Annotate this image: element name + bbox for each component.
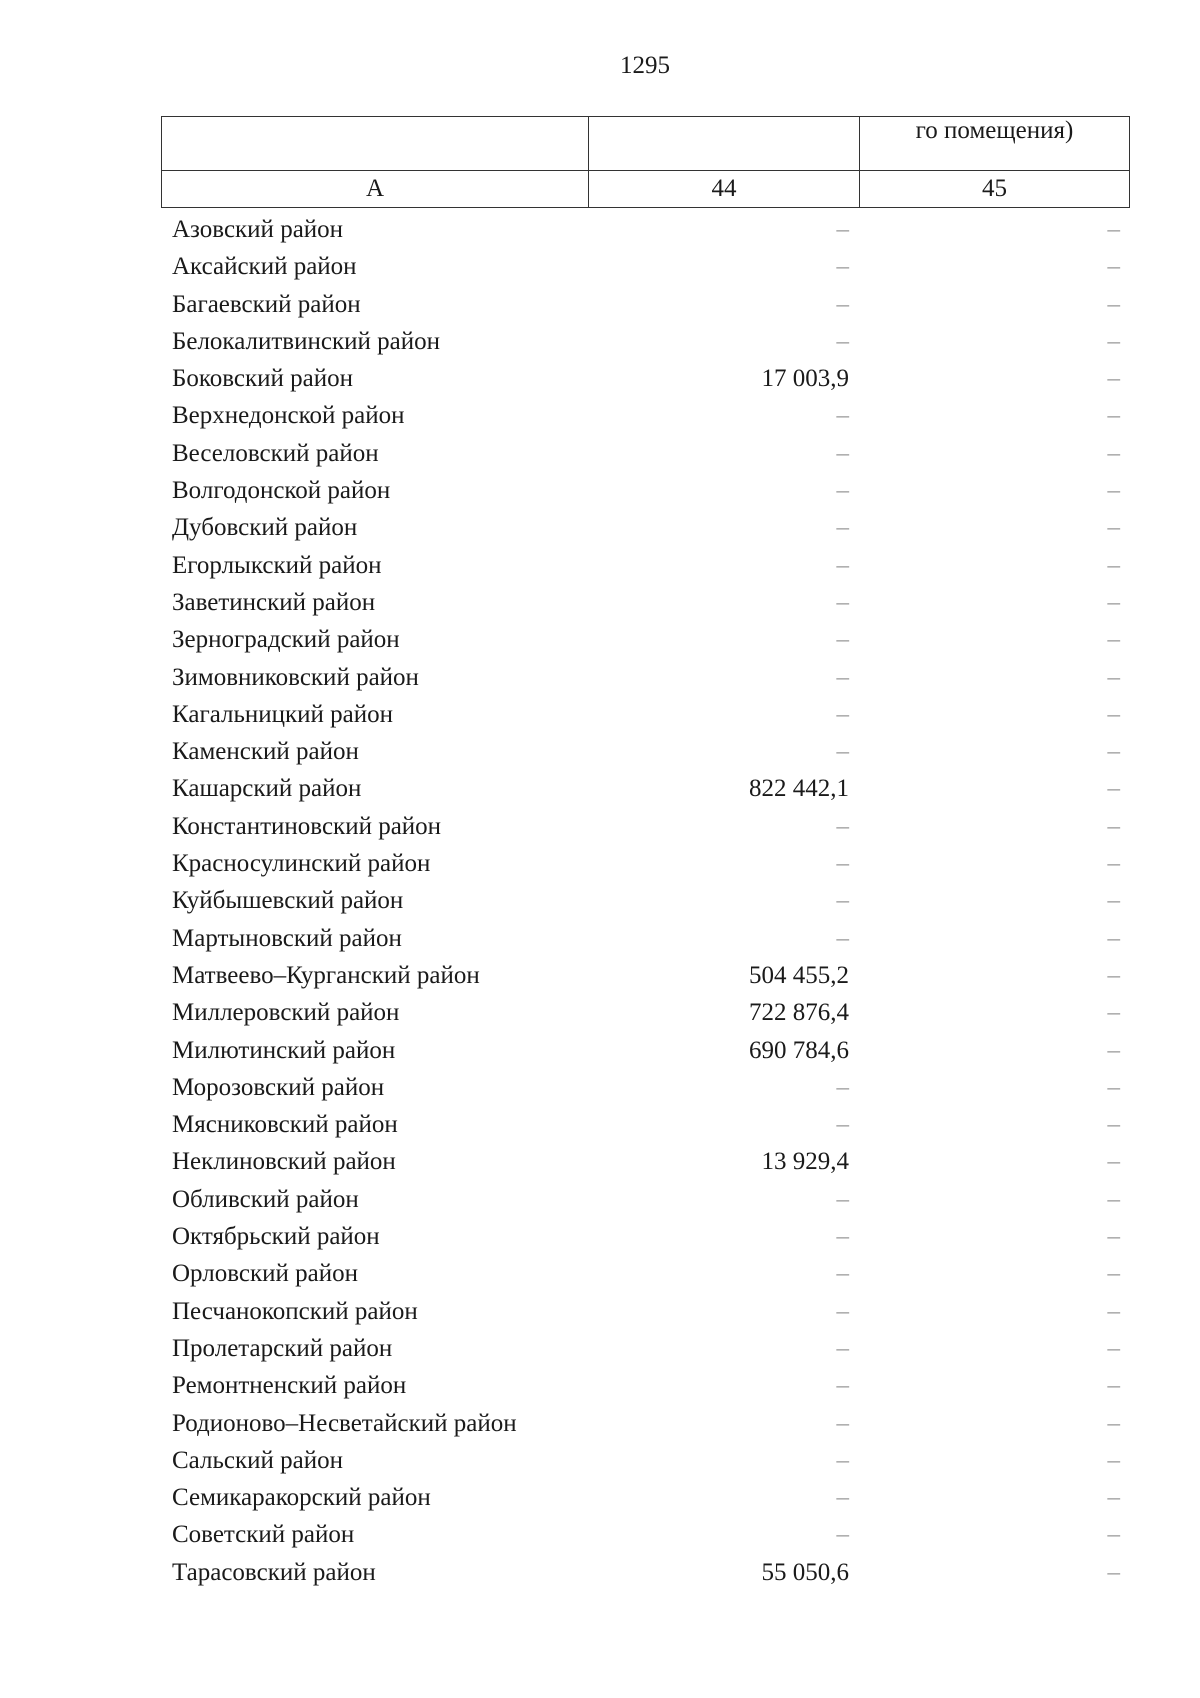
district-name: Верхнедонской район [172, 402, 405, 430]
value-col-44: – [836, 327, 849, 355]
value-col-44: – [836, 1334, 849, 1362]
table-row [0, 286, 1200, 323]
value-col-45: – [1107, 850, 1120, 878]
table-row [0, 1330, 1200, 1367]
district-name: Кагальницкий район [172, 700, 394, 728]
district-name: Орловский район [172, 1260, 358, 1288]
value-col-44: – [836, 1297, 849, 1325]
value-col-45: – [1107, 1111, 1120, 1139]
value-col-44: – [836, 1446, 849, 1474]
value-col-45: – [1107, 477, 1120, 505]
district-name: Азовский район [172, 216, 344, 243]
value-col-45: – [1107, 439, 1120, 467]
table-row [0, 770, 1200, 807]
value-col-45: – [1107, 588, 1120, 616]
value-col-44: – [836, 850, 849, 878]
value-col-45: – [1107, 1223, 1120, 1251]
district-name: Ремонтненский район [172, 1372, 407, 1400]
table-row [0, 1181, 1200, 1218]
district-name: Аксайский район [172, 253, 357, 281]
column-number-44: 44 [589, 171, 860, 208]
value-col-45: – [1107, 290, 1120, 318]
table-row [0, 1516, 1200, 1553]
header-cell-44 [589, 117, 860, 171]
district-name: Морозовский район [172, 1073, 385, 1101]
value-col-45: – [1107, 1521, 1120, 1549]
value-col-45: – [1107, 253, 1120, 281]
table-header [161, 116, 1130, 208]
table-body [0, 211, 1200, 1591]
value-col-44: – [836, 439, 849, 467]
table-row [0, 659, 1200, 696]
table-row [0, 323, 1200, 360]
table-row [0, 472, 1200, 509]
table-row [0, 397, 1200, 434]
table-row [0, 211, 1200, 248]
value-col-45: – [1107, 1558, 1120, 1586]
table-row [0, 584, 1200, 621]
table-row [0, 1255, 1200, 1292]
value-col-44: – [836, 588, 849, 616]
value-col-44: – [836, 1484, 849, 1512]
district-name: Боковский район [172, 365, 353, 393]
table-row [0, 1032, 1200, 1069]
value-col-45: – [1107, 738, 1120, 766]
table-row [0, 845, 1200, 882]
page-number: 1295 [620, 52, 670, 79]
district-name: Октябрьский район [172, 1223, 380, 1251]
district-name: Кашарский район [172, 775, 362, 803]
value-col-44: 822 442,1 [749, 775, 849, 803]
header-cell-45: го помещения) [860, 117, 1130, 171]
table-row [0, 435, 1200, 472]
value-col-44: 17 003,9 [761, 365, 849, 393]
table-row [0, 696, 1200, 733]
district-name: Белокалитвинский район [172, 327, 440, 355]
district-name: Советский район [172, 1521, 355, 1549]
district-name: Красносулинский район [172, 850, 431, 878]
value-col-44: – [836, 700, 849, 728]
header-number-row [162, 171, 1130, 208]
value-col-44: – [836, 1185, 849, 1213]
table-row [0, 994, 1200, 1031]
district-name: Милютинский район [172, 1036, 396, 1064]
value-col-45: – [1107, 402, 1120, 430]
table-row [0, 1293, 1200, 1330]
table-row [0, 1554, 1200, 1591]
value-col-45: – [1107, 812, 1120, 840]
value-col-44: – [836, 1372, 849, 1400]
value-col-45: – [1107, 551, 1120, 579]
value-col-44: – [836, 551, 849, 579]
district-name: Родионово–Несветайский район [172, 1409, 517, 1437]
column-number-a: А [162, 171, 589, 208]
table-row [0, 509, 1200, 546]
district-name: Заветинский район [172, 588, 376, 616]
header-cell-a [162, 117, 589, 171]
table-row [0, 957, 1200, 994]
column-number-45: 45 [860, 171, 1130, 208]
value-col-45: – [1107, 1446, 1120, 1474]
value-col-45: – [1107, 887, 1120, 915]
value-col-44: – [836, 924, 849, 952]
value-col-45: – [1107, 1185, 1120, 1213]
value-col-44: 722 876,4 [749, 999, 849, 1027]
value-col-44: – [836, 216, 849, 243]
header-top-row [162, 117, 1130, 171]
table-row [0, 733, 1200, 770]
table-row [0, 1143, 1200, 1180]
value-col-45: – [1107, 663, 1120, 691]
table-row [0, 621, 1200, 658]
table-row [0, 1442, 1200, 1479]
value-col-44: – [836, 253, 849, 281]
value-col-44: 690 784,6 [749, 1036, 849, 1064]
value-col-45: – [1107, 999, 1120, 1027]
table-row [0, 882, 1200, 919]
value-col-45: – [1107, 1036, 1120, 1064]
value-col-45: – [1107, 1484, 1120, 1512]
value-col-44: – [836, 477, 849, 505]
value-col-45: – [1107, 365, 1120, 393]
value-col-45: – [1107, 700, 1120, 728]
district-name: Сальский район [172, 1446, 343, 1474]
value-col-45: – [1107, 1148, 1120, 1176]
table-row [0, 1405, 1200, 1442]
value-col-44: – [836, 1521, 849, 1549]
value-col-44: – [836, 738, 849, 766]
value-col-44: – [836, 663, 849, 691]
district-name: Куйбышевский район [172, 887, 404, 915]
value-col-45: – [1107, 1334, 1120, 1362]
table-row [0, 547, 1200, 584]
district-name: Зимовниковский район [172, 663, 419, 691]
value-col-44: – [836, 1111, 849, 1139]
district-name: Каменский район [172, 738, 359, 766]
value-col-45: – [1107, 514, 1120, 542]
district-name: Семикаракорский район [172, 1484, 431, 1512]
value-col-45: – [1107, 327, 1120, 355]
value-col-44: 504 455,2 [749, 961, 849, 989]
district-name: Мясниковский район [172, 1111, 398, 1139]
district-name: Обливский район [172, 1185, 359, 1213]
district-name: Веселовский район [172, 439, 379, 467]
district-name: Неклиновский район [172, 1148, 396, 1176]
table-row [0, 360, 1200, 397]
value-col-44: – [836, 1260, 849, 1288]
district-name: Константиновский район [172, 812, 442, 840]
value-col-44: – [836, 290, 849, 318]
value-col-45: – [1107, 924, 1120, 952]
value-col-45: – [1107, 961, 1120, 989]
value-col-45: – [1107, 775, 1120, 803]
table-row [0, 1106, 1200, 1143]
district-name: Зерноградский район [172, 626, 400, 654]
district-name: Тарасовский район [172, 1558, 376, 1586]
district-name: Матвеево–Курганский район [172, 961, 480, 989]
district-name: Песчанокопский район [172, 1297, 418, 1325]
value-col-44: 13 929,4 [761, 1148, 849, 1176]
table-row [0, 920, 1200, 957]
table-row [0, 1069, 1200, 1106]
district-name: Волгодонской район [172, 477, 391, 505]
district-name: Егорлыкский район [172, 551, 382, 579]
value-col-44: – [836, 1223, 849, 1251]
table-row [0, 808, 1200, 845]
table-row [0, 1367, 1200, 1404]
value-col-45: – [1107, 1297, 1120, 1325]
value-col-44: – [836, 1409, 849, 1437]
district-name: Дубовский район [172, 514, 358, 542]
value-col-45: – [1107, 1409, 1120, 1437]
value-col-44: – [836, 402, 849, 430]
value-col-44: – [836, 514, 849, 542]
value-col-45: – [1107, 626, 1120, 654]
value-col-44: – [836, 887, 849, 915]
district-name: Миллеровский район [172, 999, 400, 1027]
table-row [0, 248, 1200, 285]
district-name: Пролетарский район [172, 1334, 393, 1362]
value-col-45: – [1107, 1073, 1120, 1101]
value-col-45: – [1107, 1260, 1120, 1288]
value-col-44: – [836, 812, 849, 840]
value-col-44: – [836, 626, 849, 654]
value-col-44: 55 050,6 [761, 1558, 849, 1586]
table-row [0, 1218, 1200, 1255]
value-col-44: – [836, 1073, 849, 1101]
value-col-45: – [1107, 216, 1120, 243]
value-col-45: – [1107, 1372, 1120, 1400]
district-name: Багаевский район [172, 290, 361, 318]
district-name: Мартыновский район [172, 924, 402, 952]
table-row [0, 1479, 1200, 1516]
